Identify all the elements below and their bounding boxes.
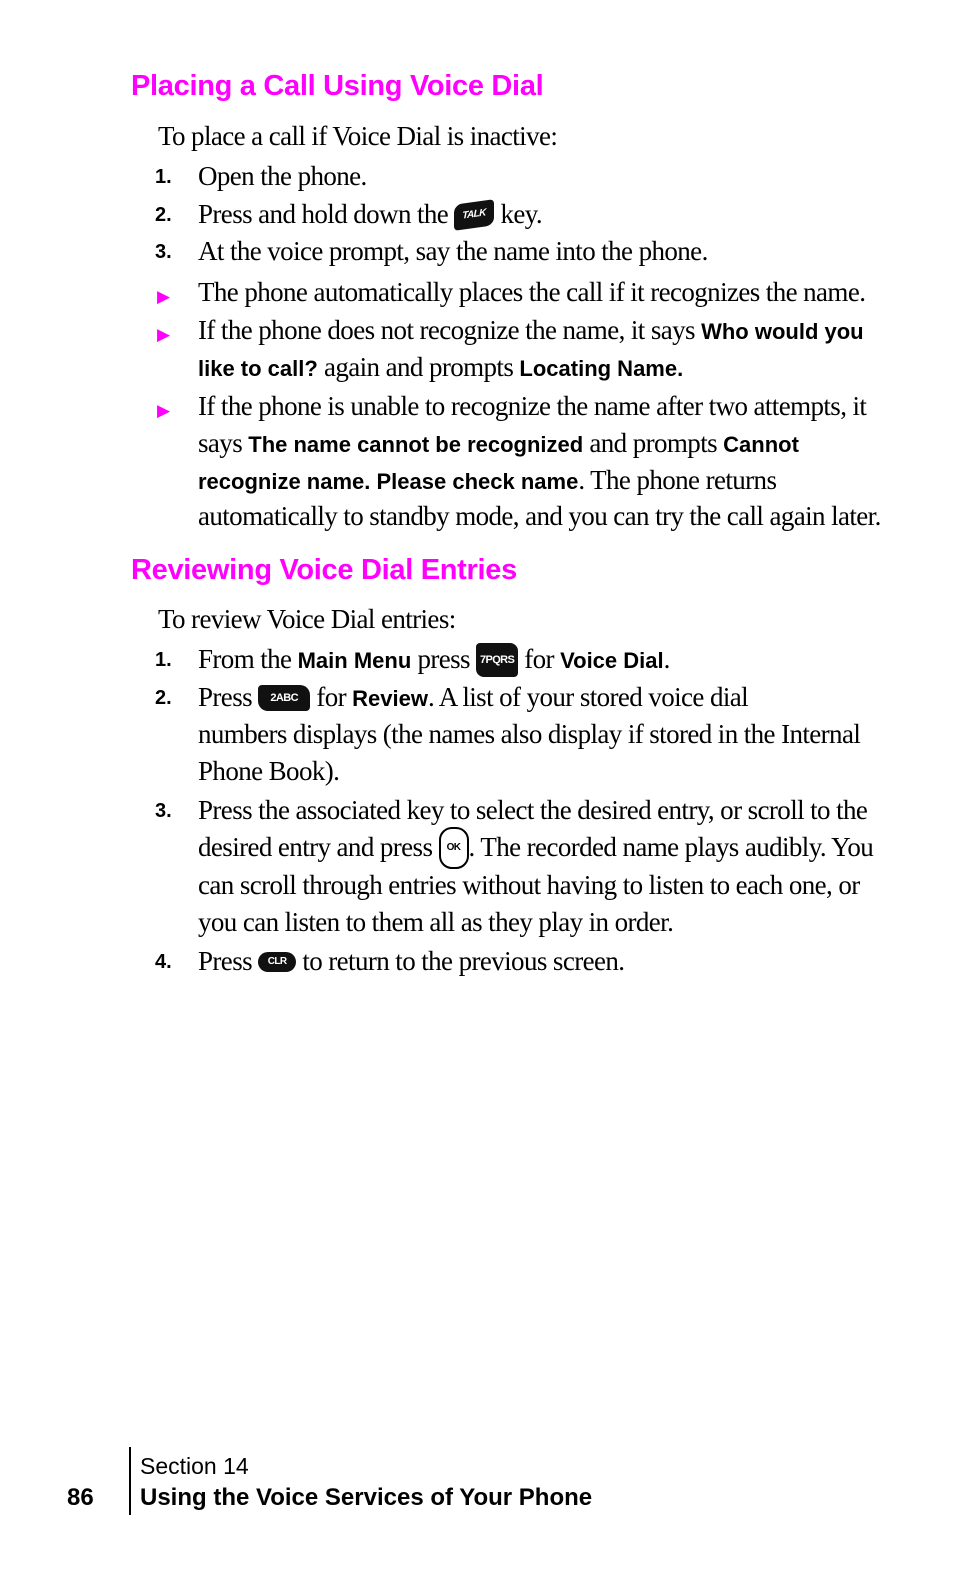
page-number: 86 [67,1484,94,1511]
ok-key-icon: OK [439,827,469,869]
bullet-text-continued [198,349,888,387]
section-heading-placing-call: Placing a Call Using Voice Dial [131,70,544,102]
bullet-text-pre: says [198,428,243,458]
step-text-mid: for [316,682,347,712]
footer-section-label: Section 14 [140,1453,249,1479]
step-number: 1. [155,649,172,671]
step-number: 2. [155,204,172,226]
bullet-text-continued [198,462,888,500]
talk-key-icon: TALK [454,199,494,231]
bullet-text-pre: If the phone does not recognize the name, it says [198,315,695,345]
menu-keyword: Main Menu [297,648,412,673]
bullet-text-mid: again and prompts [323,352,514,382]
step-text-pre: Press [198,682,253,712]
step-text [198,641,888,679]
step-number: 2. [155,687,172,709]
phone-prompt-keyword: The name cannot be recognized [248,432,584,457]
phone-prompt-keyword: Cannot [723,432,799,457]
bullet-text-continued: automatically to standby mode, and you can try the call again later. [198,501,881,531]
bullet-arrow-icon: ▶ [157,325,171,344]
step-number: 3. [155,241,172,263]
step-number: 4. [155,951,172,973]
step-text: Press the associated key to select the desired entry, or scroll to the [198,795,868,825]
bullet-text: The phone automatically places the call if it recognizes the name. [198,277,866,307]
clr-key-icon: CLR [258,952,296,972]
phone-prompt-keyword: Locating Name. [519,356,684,381]
phone-prompt-keyword: Who would you [701,319,864,344]
footer-divider [129,1447,131,1515]
menu-keyword: Voice Dial [560,648,664,673]
phone-prompt-keyword: like to call? [198,356,318,381]
2abc-key-icon: 2ABC [258,685,310,711]
bullet-text-post: . The phone returns [578,465,777,495]
menu-keyword: Review [352,686,428,711]
step-text-mid: for [524,644,554,674]
phone-prompt-keyword: recognize name. Please check name [198,469,579,494]
step-text-continued: can scroll through entries without having to listen to each one, or [198,870,860,900]
step-text-continued: you can listen to them all as they play in order. [198,907,674,937]
step-text-post: key. [500,199,543,229]
step-text-post: to return to the previous screen. [302,946,625,976]
step-text: Open the phone. [198,161,367,191]
step-text-continued: Phone Book). [198,756,340,786]
step-text [198,943,888,980]
step-text-post: . A list of your stored voice dial [428,682,749,712]
step-text-pre: From the [198,644,292,674]
section-intro: To place a call if Voice Dial is inactive: [158,121,558,151]
footer-section-title: Using the Voice Services of Your Phone [140,1484,593,1511]
step-text: At the voice prompt, say the name into the phone. [198,236,708,266]
bullet-text [198,312,888,350]
7pqrs-key-icon: 7PQRS [476,643,518,677]
step-number: 1. [155,166,172,188]
bullet-arrow-icon: ▶ [157,287,171,306]
step-text-pre: Press [198,946,253,976]
section-heading-reviewing-entries: Reviewing Voice Dial Entries [131,554,517,586]
step-text-mid: press [417,644,470,674]
step-text [198,679,888,717]
step-text-pre: Press and hold down the [198,199,449,229]
bullet-arrow-icon: ▶ [157,401,171,420]
step-number: 3. [155,800,172,822]
bullet-text: If the phone is unable to recognize the name after two attempts, it [198,391,867,421]
bullet-text-mid: and prompts [589,428,718,458]
step-text [198,196,888,233]
step-text-pre: desired entry and press [198,832,433,863]
step-text-post: . The recorded name plays audibly. You [468,832,874,863]
step-text-post: . [663,644,670,674]
step-text-continued: numbers displays (the names also display if stored in the Internal [198,719,861,749]
section-intro: To review Voice Dial entries: [158,604,456,634]
step-text-continued [198,829,888,871]
bullet-text-continued [198,425,888,463]
